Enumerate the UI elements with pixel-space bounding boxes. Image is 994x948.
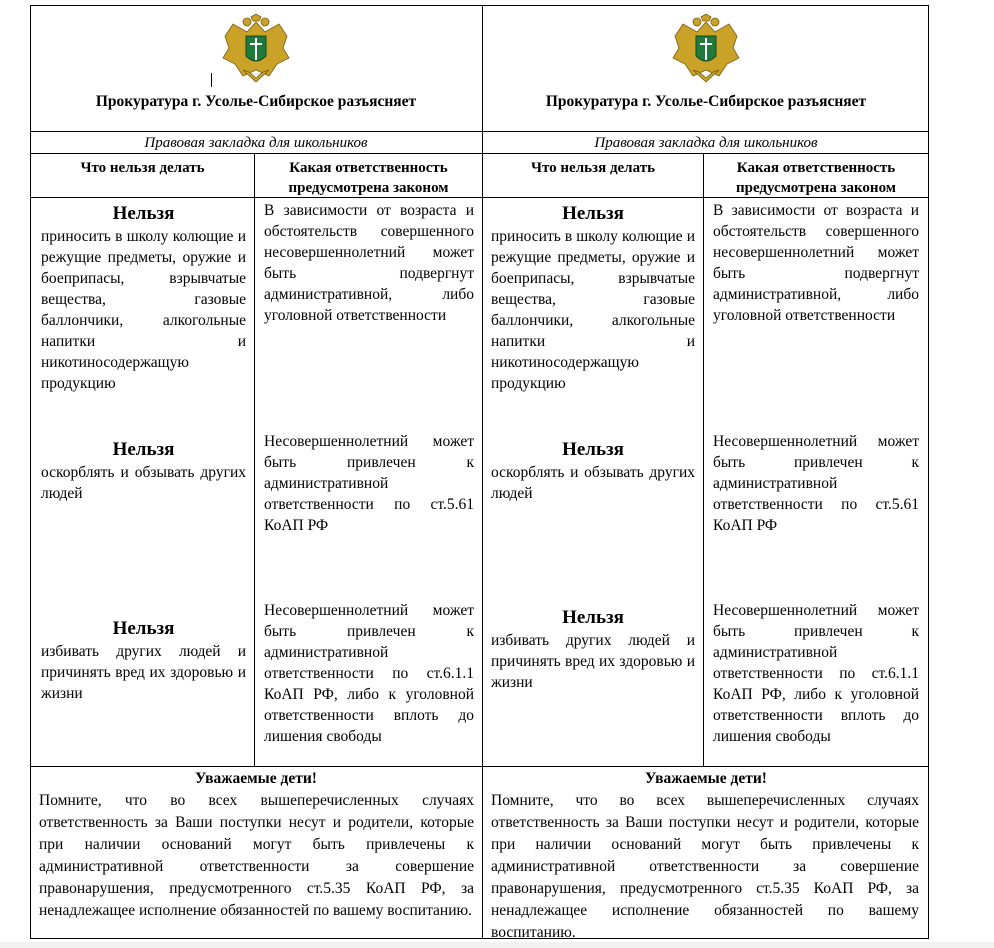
header-title: Прокуратура г. Усолье-Сибирское разъясняет [95, 93, 417, 110]
footer-title: Уважаемые дети! [195, 770, 317, 787]
column-header-responsibility: Какая ответственность предусмотрена законом [288, 160, 449, 196]
prohibition-heading: Нельзя [112, 439, 175, 460]
prosecutor-emblem-icon [219, 14, 293, 86]
column-header-responsibility: Какая ответственность предусмотрена законом [735, 160, 897, 196]
responsibility-item-3: Несовершеннолетний может быть привлечен к административной ответственности по ст.6.1.1 КоАП РФ, либо к уголовной ответственности вплоть до лишения свободы [713, 602, 919, 745]
footer-text: Помните, что во всех вышеперечисленных случаях ответственность за Ваши поступки несут и родители, которые при наличии оснований могут быть привлечены к административной ответственности за совершение правонарушения, предусмотренного ст.5.35 КоАП РФ, за ненадлежащее исполнение обязанностей по вашему воспитанию. [39, 792, 474, 919]
prohibition-item-3 [41, 617, 246, 704]
table-border-header [30, 131, 929, 132]
prohibition-item-1 [41, 202, 246, 394]
footer-title: Уважаемые дети! [645, 770, 767, 787]
prohibition-heading: Нельзя [112, 203, 175, 224]
right-panel-column-divider [703, 153, 704, 767]
prohibition-text: оскорблять и обзывать других людей [41, 464, 246, 502]
column-header-prohibited: Что нельзя делать [80, 160, 205, 176]
responsibility-item-3: Несовершеннолетний может быть привлечен к административной ответственности по ст.6.1.1 КоАП РФ, либо к уголовной ответственности вплоть до лишения свободы [264, 602, 474, 745]
prohibition-heading: Нельзя [112, 618, 175, 639]
prohibition-item-2 [41, 438, 246, 504]
prohibition-text: приносить в школу колющие и режущие предметы, оружие и боеприпасы, взрывчатые вещества, газовые баллончики, алкогольные напитки и никотиносодержащую продукцию [41, 228, 246, 392]
column-header-prohibited: Что нельзя делать [530, 160, 656, 176]
responsibility-item-2: Несовершеннолетний может быть привлечен к административной ответственности по ст.5.61 КоАП РФ [264, 433, 474, 534]
prohibition-text: приносить в школу колющие и режущие предметы, оружие и боеприпасы, взрывчатые вещества, газовые баллончики, алкогольные напитки и никотиносодержащую продукцию [491, 228, 695, 392]
left-panel-column-divider [254, 153, 255, 767]
responsibility-item-1: В зависимости от возраста и обстоятельств совершенного несовершеннолетний может быть подвергнут административной, либо уголовной ответственности [264, 202, 474, 324]
prohibition-text: избивать других людей и причинять вред их здоровью и жизни [41, 643, 246, 702]
emblem-graphic [219, 14, 293, 86]
prohibition-item-1 [491, 202, 695, 394]
prohibition-heading: Нельзя [562, 607, 624, 628]
prohibition-item-2 [491, 438, 695, 504]
table-border-subtitle [30, 153, 929, 154]
prohibition-text: оскорблять и обзывать других людей [491, 464, 695, 502]
responsibility-item-1: В зависимости от возраста и обстоятельств совершенного несовершеннолетний может быть подвергнут административной, либо уголовной ответственности [713, 202, 919, 324]
subtitle: Правовая закладка для школьников [144, 135, 368, 151]
prohibition-text: избивать других людей и причинять вред их здоровью и жизни [491, 632, 695, 691]
prosecutor-emblem-icon [669, 14, 743, 86]
prohibition-heading: Нельзя [562, 203, 624, 224]
footer-text: Помните, что во всех вышеперечисленных случаях ответственность за Ваши поступки несут и родители, которые при наличии оснований могут быть привлечены к административной ответственности за совершение правонарушения, предусмотренного ст.5.35 КоАП РФ, за ненадлежащее исполнение обязанностей по вашему воспитанию. [491, 792, 919, 941]
table-border-footer [30, 766, 929, 767]
header-title: Прокуратура г. Усолье-Сибирское разъясняет [545, 93, 867, 110]
prohibition-heading: Нельзя [562, 439, 624, 460]
page-bottom-edge [0, 942, 994, 948]
emblem-graphic [669, 14, 743, 86]
responsibility-item-2: Несовершеннолетний может быть привлечен к административной ответственности по ст.5.61 КоАП РФ [713, 433, 919, 534]
prohibition-item-3 [491, 606, 695, 693]
text-cursor [211, 73, 212, 87]
subtitle: Правовая закладка для школьников [594, 135, 818, 151]
table-border-top [30, 5, 929, 6]
